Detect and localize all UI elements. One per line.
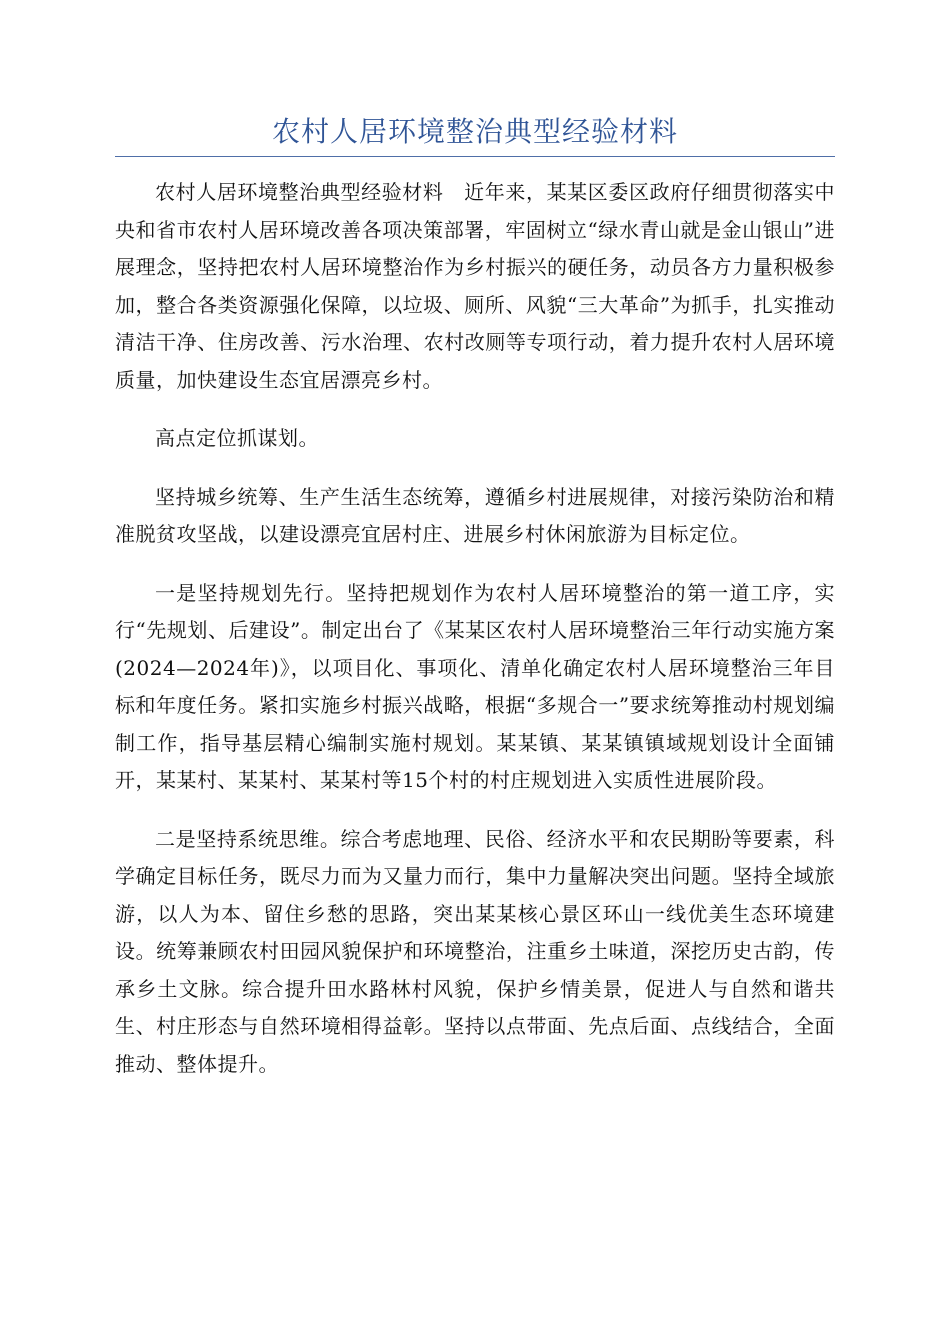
document-title: 农村人居环境整治典型经验材料 [271,115,678,148]
paragraph-positioning: 坚持城乡统筹、生产生活生态统筹，遵循乡村进展规律，对接污染防治和精准脱贫攻坚战，以建设漂亮宜居村庄、进展乡村休闲旅游为目标定位。 [115,484,835,546]
paragraph-systems-thinking: 二是坚持系统思维。综合考虑地理、民俗、经济水平和农民期盼等要素，科学确定目标任务，既尽力而为又量力而行，集中力量解决突出问题。坚持全域旅游，以人为本、留住乡愁的思路，突出某某核心景区环山一线优美生态环境建设。统筹兼顾农村田园风貌保护和环境整治，注重乡土味道，深挖历史古韵，传承乡土文脉。综合提升田水路林村风貌，保护乡情美景，促进人与自然和谐共生、村庄形态与自然环境相得益彰。坚持以点带面、先点后面、点线结合，全面推动、整体提升。 [115,826,835,1076]
paragraph-plan-first: 一是坚持规划先行。坚持把规划作为农村人居环境整治的第一道工序，实行“先规划、后建设”。制定出台了《某某区农村人居环境整治三年行动实施方案(2024—2024年)》，以项目化、事项化、清单化确定农村人居环境整治三年目标和年度任务。紧扣实施乡村振兴战略，根据“多规合一”要求统筹推动村规划编制工作，指导基层精心编制实施村规划。某某镇、某某镇镇域规划设计全面铺开，某某村、某某村、某某村等15个村的村庄规划进入实质性进展阶段。 [115,580,835,792]
document-body [115,174,835,1104]
paragraph-heading-planning: 高点定位抓谋划。 [155,426,319,450]
paragraph-intro: 农村人居环境整治典型经验材料 近年来，某某区委区政府仔细贯彻落实中央和省市农村人居环境改善各项决策部署，牢固树立“绿水青山就是金山银山”进展理念，坚持把农村人居环境整治作为乡村振兴的硬任务，动员各方力量积极参加，整合各类资源强化保障，以垃圾、厕所、风貌“三大革命”为抓手，扎实推动清洁干净、住房改善、污水治理、农村改厕等专项行动，着力提升农村人居环境质量，加快建设生态宜居漂亮乡村。 [115,180,835,392]
title-block [115,112,835,157]
